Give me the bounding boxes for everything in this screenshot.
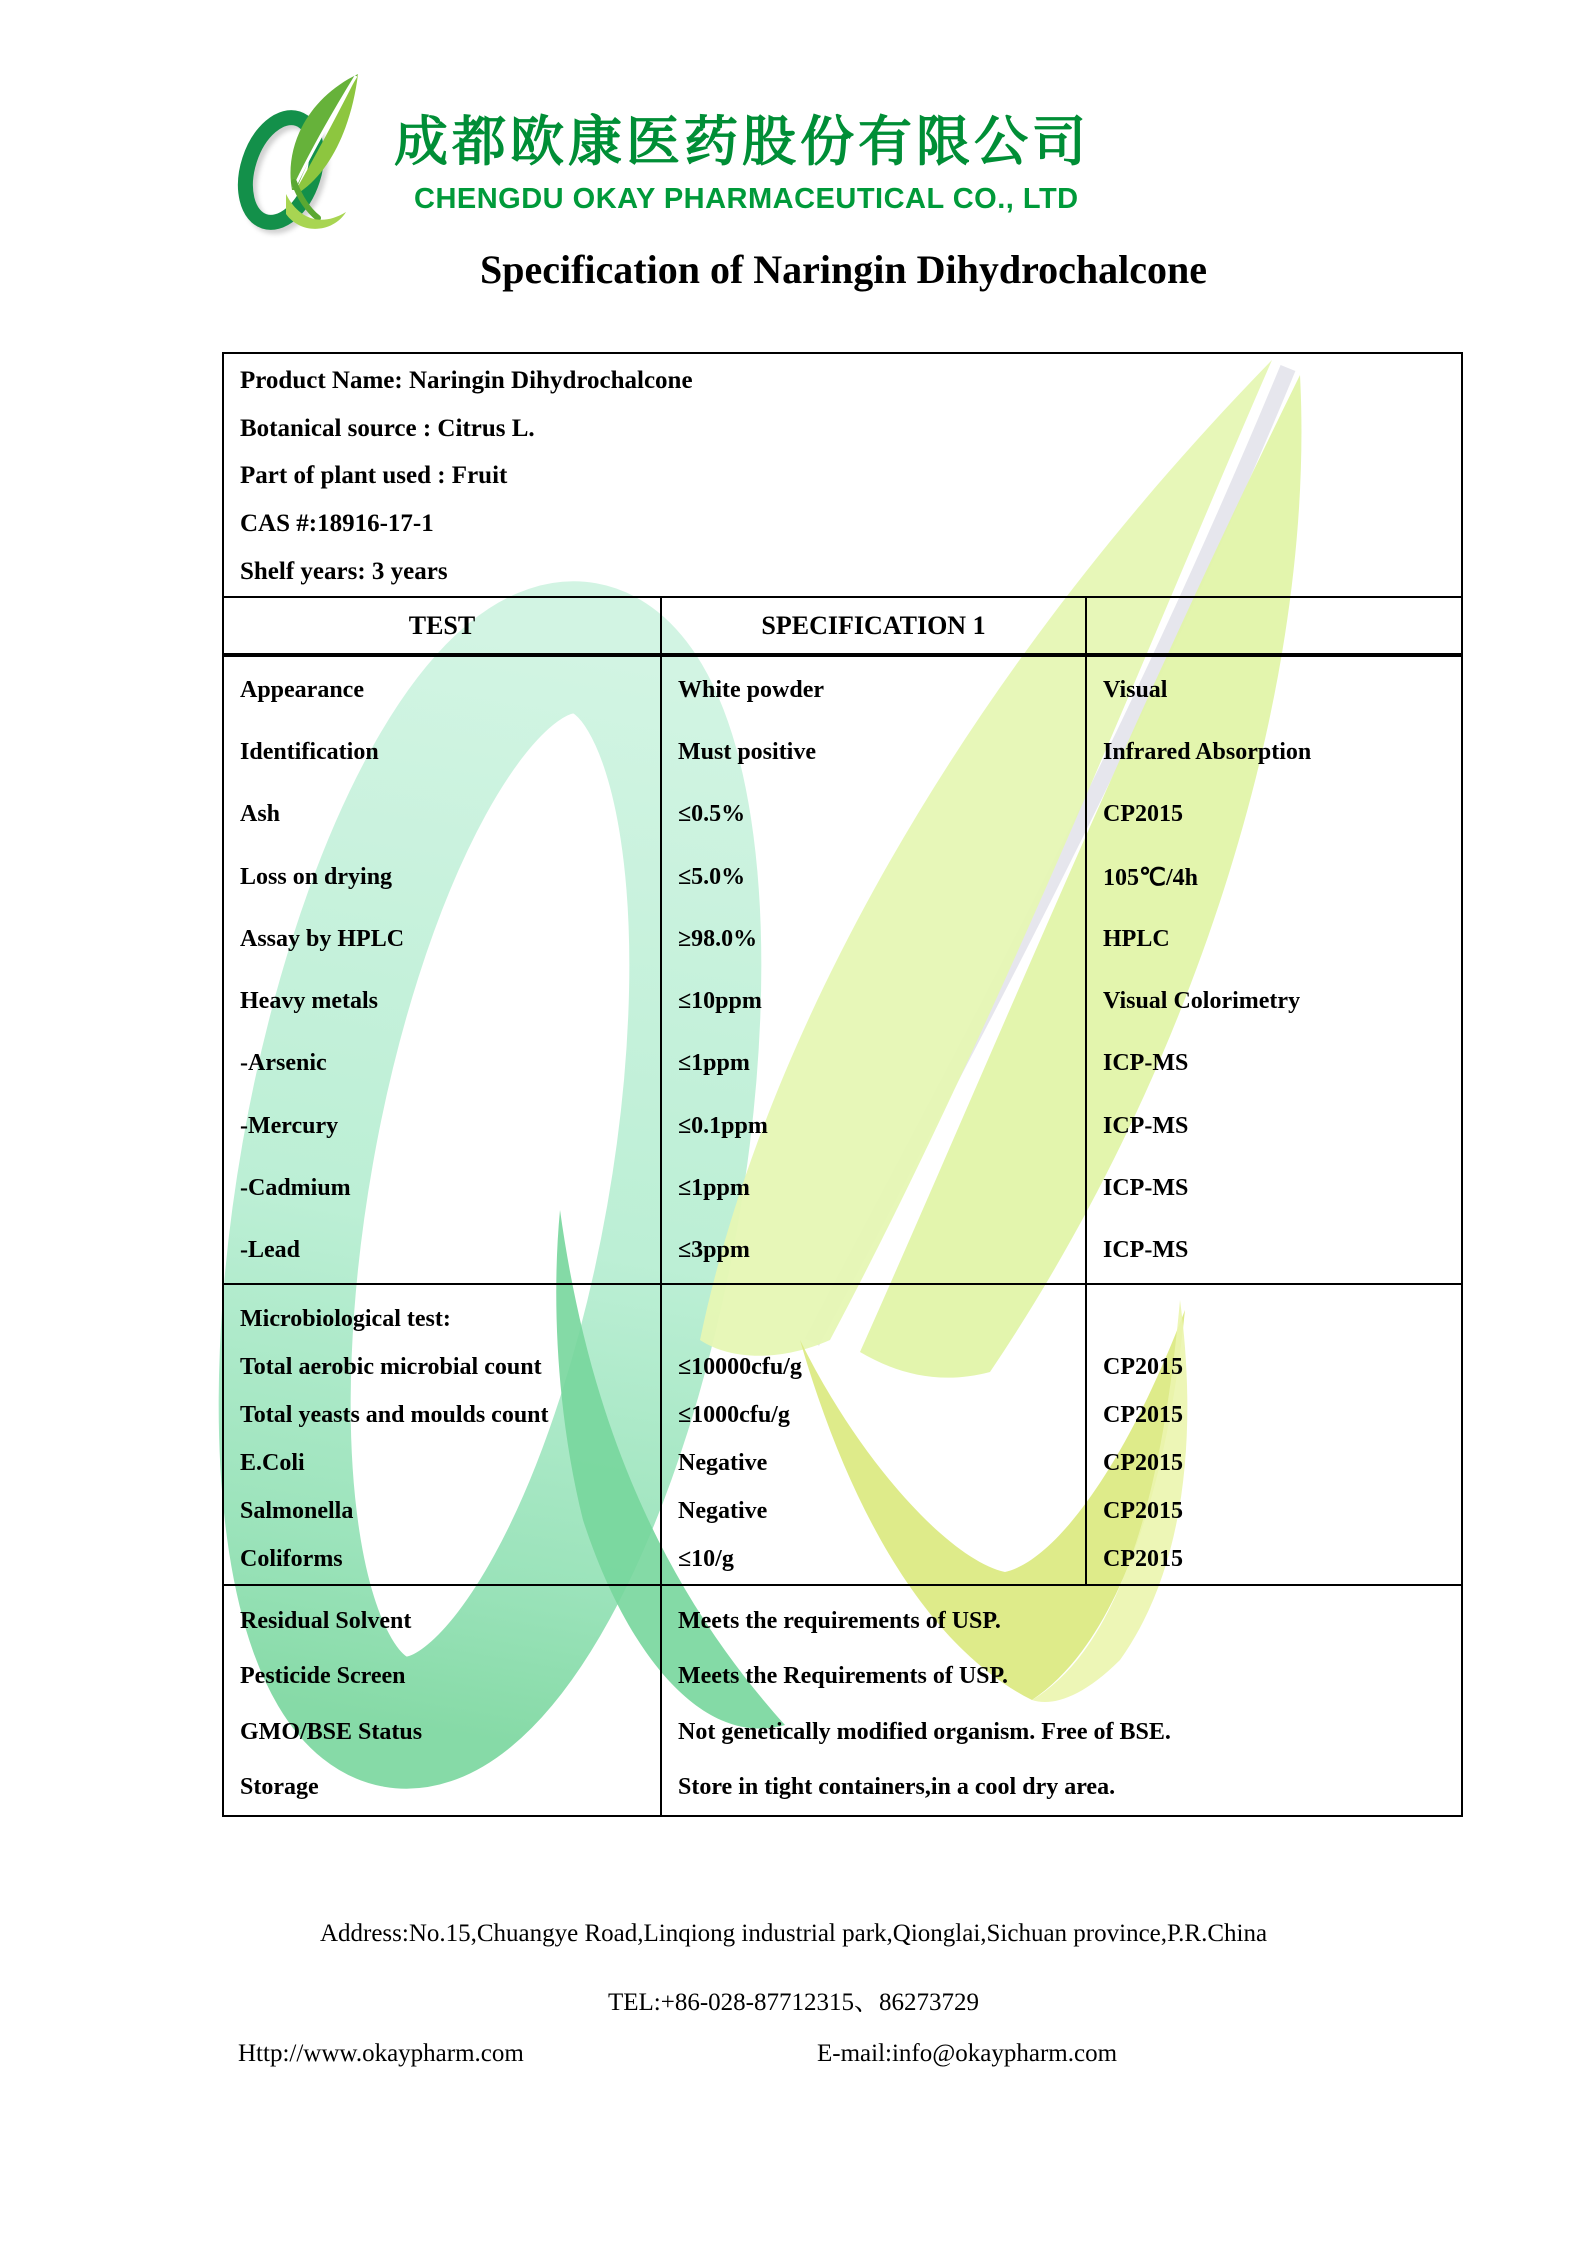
test-name: Storage bbox=[240, 1773, 319, 1800]
test-name: Assay by HPLC bbox=[240, 925, 405, 952]
spec-value: ≤0.5% bbox=[678, 801, 746, 828]
method-value: Infrared Absorption bbox=[1103, 738, 1312, 765]
spec-value: Store in tight containers,in a cool dry area. bbox=[678, 1773, 1116, 1800]
specification-table bbox=[222, 352, 1463, 1817]
main-test-names-cell bbox=[223, 655, 661, 1284]
botanical-source-line: Botanical source : Citrus L. bbox=[240, 414, 535, 442]
main-tests-row bbox=[223, 655, 1462, 1284]
method-value: ICP-MS bbox=[1103, 1050, 1189, 1077]
test-name: E.Coli bbox=[240, 1449, 305, 1476]
table-header-row bbox=[223, 597, 1462, 655]
spec-value: ≤3ppm bbox=[678, 1237, 750, 1264]
product-info-cell bbox=[223, 353, 1462, 597]
method-value: CP2015 bbox=[1103, 1401, 1183, 1428]
micro-tests-row bbox=[223, 1284, 1462, 1585]
spec-value bbox=[678, 1295, 1081, 1343]
final-tests-row bbox=[223, 1585, 1462, 1817]
test-name: Coliforms bbox=[240, 1546, 343, 1573]
spec-value: White powder bbox=[678, 676, 824, 703]
method-value: 105℃/4h bbox=[1103, 864, 1198, 891]
contact-links-row bbox=[0, 2040, 1587, 2074]
page-title: Specification of Naringin Dihydrochalcone bbox=[479, 247, 1208, 292]
spec-value: Negative bbox=[678, 1497, 768, 1524]
test-name: -Mercury bbox=[240, 1112, 339, 1139]
test-name: Appearance bbox=[240, 676, 364, 703]
method-value: ICP-MS bbox=[1103, 1112, 1189, 1139]
final-spec-values-cell bbox=[661, 1585, 1462, 1817]
spec-value: Meets the requirements of USP. bbox=[678, 1607, 1001, 1634]
test-name: Ash bbox=[240, 801, 281, 828]
test-name: Total aerobic microbial count bbox=[240, 1353, 542, 1380]
spec-value: ≤5.0% bbox=[678, 863, 746, 890]
company-name-block bbox=[394, 66, 1090, 214]
website-text: Http://www.okaypharm.com bbox=[238, 2040, 524, 2067]
spec-value: ≥98.0% bbox=[678, 925, 758, 952]
cas-number-line: CAS #:18916-17-1 bbox=[240, 510, 434, 538]
micro-test-names-cell bbox=[223, 1284, 661, 1585]
micro-method-values-cell bbox=[1086, 1284, 1462, 1585]
method-value: Visual bbox=[1103, 676, 1168, 703]
method-value: ICP-MS bbox=[1103, 1237, 1189, 1264]
spec-value: Must positive bbox=[678, 738, 816, 765]
col-header-specification: SPECIFICATION 1 bbox=[661, 597, 1086, 655]
email-text: E-mail:info@okaypharm.com bbox=[817, 2040, 1118, 2067]
test-name: -Cadmium bbox=[240, 1175, 351, 1202]
test-name: GMO/BSE Status bbox=[240, 1718, 423, 1745]
method-value: CP2015 bbox=[1103, 1497, 1183, 1524]
shelf-years-line: Shelf years: 3 years bbox=[240, 558, 448, 586]
product-name-line: Product Name: Naringin Dihydrochalcone bbox=[240, 366, 693, 394]
product-info-row bbox=[223, 353, 1462, 597]
plant-part-line: Part of plant used : Fruit bbox=[240, 462, 508, 490]
address-line: Address:No.15,Chuangye Road,Linqiong industrial park,Qionglai,Sichuan province,P.R.China bbox=[319, 1920, 1268, 1947]
company-name-chinese: 成都欧康医药股份有限公司 bbox=[394, 112, 1090, 172]
test-name: Loss on drying bbox=[240, 863, 393, 890]
test-name: Identification bbox=[240, 738, 379, 765]
main-method-values-cell bbox=[1086, 655, 1462, 1284]
spec-value: ≤10/g bbox=[678, 1546, 734, 1573]
spec-value: ≤10000cfu/g bbox=[678, 1353, 802, 1380]
company-name-english: CHENGDU OKAY PHARMACEUTICAL CO., LTD bbox=[414, 183, 1079, 215]
test-name: Microbiological test: bbox=[240, 1305, 451, 1332]
test-name: Salmonella bbox=[240, 1497, 354, 1524]
test-name: Pesticide Screen bbox=[240, 1663, 406, 1690]
micro-spec-values-cell bbox=[661, 1284, 1086, 1585]
test-name: Total yeasts and moulds count bbox=[240, 1401, 549, 1428]
company-logo-icon bbox=[236, 66, 368, 238]
method-value: ICP-MS bbox=[1103, 1175, 1189, 1202]
method-value: CP2015 bbox=[1103, 801, 1183, 828]
company-header bbox=[236, 66, 1090, 238]
test-name: -Lead bbox=[240, 1237, 300, 1264]
method-value bbox=[1103, 1295, 1457, 1343]
test-name: Heavy metals bbox=[240, 988, 378, 1015]
spec-value: Meets the Requirements of USP. bbox=[678, 1663, 1008, 1690]
method-value: CP2015 bbox=[1103, 1449, 1183, 1476]
spec-value: ≤0.1ppm bbox=[678, 1112, 768, 1139]
method-value: CP2015 bbox=[1103, 1546, 1183, 1573]
test-name: -Arsenic bbox=[240, 1050, 327, 1077]
spec-value: Not genetically modified organism. Free of BSE. bbox=[678, 1718, 1171, 1745]
spec-value: ≤10ppm bbox=[678, 988, 762, 1015]
spec-value: ≤1000cfu/g bbox=[678, 1401, 790, 1428]
main-spec-values-cell bbox=[661, 655, 1086, 1284]
final-test-names-cell bbox=[223, 1585, 661, 1817]
spec-value: ≤1ppm bbox=[678, 1050, 750, 1077]
col-header-test: TEST bbox=[223, 597, 661, 655]
spec-value: ≤1ppm bbox=[678, 1175, 750, 1202]
method-value: CP2015 bbox=[1103, 1353, 1183, 1380]
col-header-method bbox=[1086, 597, 1462, 655]
test-name: Residual Solvent bbox=[240, 1607, 412, 1634]
method-value: HPLC bbox=[1103, 925, 1170, 952]
method-value: Visual Colorimetry bbox=[1103, 988, 1301, 1015]
tel-line: TEL:+86-028-87712315、86273729 bbox=[607, 1989, 979, 2016]
spec-value: Negative bbox=[678, 1449, 768, 1476]
